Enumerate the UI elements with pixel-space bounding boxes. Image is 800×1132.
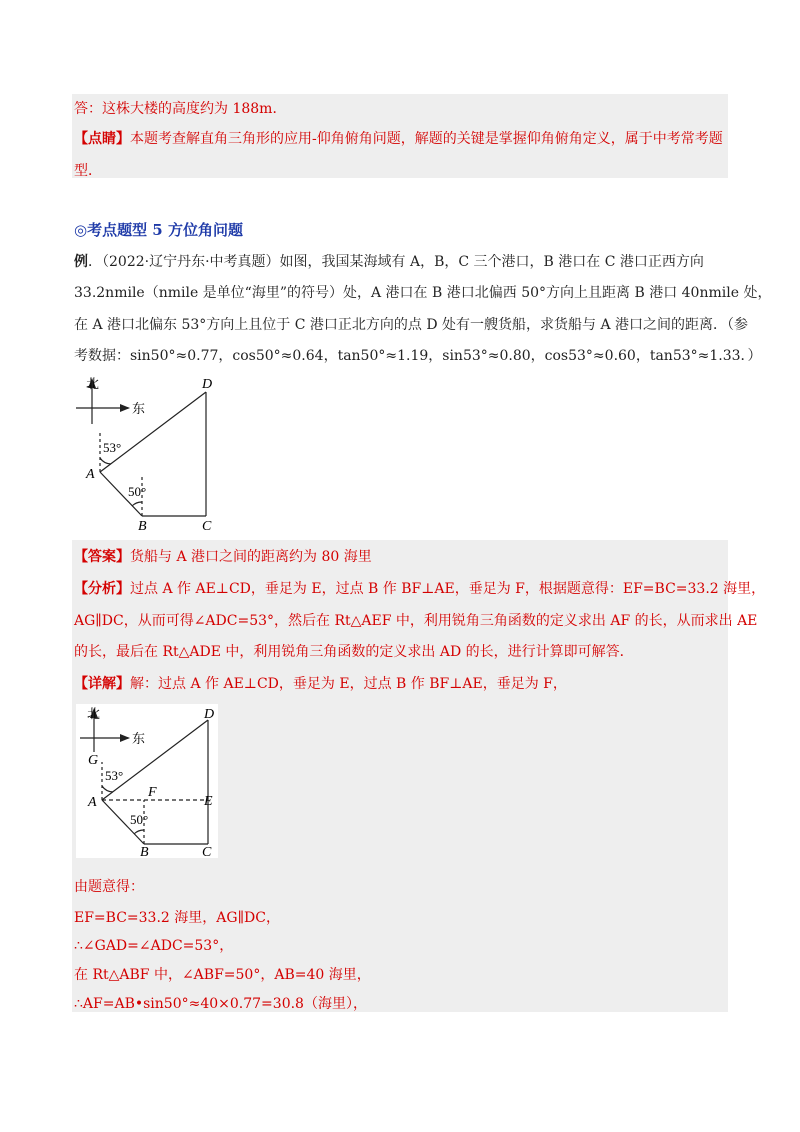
- example-line-3: 在 A 港口北偏东 53°方向上且位于 C 港口正北方向的点 D 处有一艘货船，求货船与 A 港口之间的距离．（参: [74, 317, 749, 333]
- detail-line: [0, 673, 800, 693]
- example-label: 例: [74, 254, 88, 270]
- analysis-text-1: 过点 A 作 AE⊥CD，垂足为 E，过点 B 作 BF⊥AE，垂足为 F，根据题意得：EF=BC=33.2 海里，: [130, 581, 766, 597]
- analysis-label: 【分析】: [74, 581, 130, 597]
- step-5: ∴AF=AB•sin50°≈40×0.77=30.8（海里），: [74, 996, 367, 1012]
- figure-2: [76, 704, 218, 858]
- north-label: 北: [87, 706, 101, 721]
- point-C: C: [202, 845, 212, 858]
- east-label: 东: [132, 401, 146, 416]
- comment-line-2: 型．: [74, 163, 102, 179]
- east-label: 东: [132, 731, 146, 746]
- figure-1: [70, 372, 230, 534]
- detail-text: 解：过点 A 作 AE⊥CD，垂足为 E，过点 B 作 BF⊥AE，垂足为 F，: [130, 676, 567, 692]
- point-A: A: [86, 467, 95, 482]
- point-A: A: [88, 795, 97, 810]
- point-E: E: [204, 794, 213, 809]
- angle-53-label: 53°: [105, 768, 124, 783]
- angle-arc-50: [132, 502, 142, 506]
- point-F: F: [148, 785, 157, 800]
- angle-arc-53: [102, 786, 113, 792]
- example-line-2: 33.2nmile（nmile 是单位“海里”的符号）处，A 港口在 B 港口北偏西 50°方向上且距离 B 港口 40nmile 处，: [74, 285, 772, 301]
- point-C: C: [202, 519, 212, 534]
- step-3: ∴∠GAD=∠ADC=53°，: [74, 938, 234, 954]
- answer-line: [0, 546, 800, 566]
- example-line-4: 考数据：sin50°≈0.77，cos50°≈0.64，tan50°≈1.19，sin53°≈0.80，cos53°≈0.60，tan53°≈1.33．）: [74, 348, 762, 364]
- example-line-1: [0, 251, 800, 271]
- answer-text: 货船与 A 港口之间的距离约为 80 海里: [130, 549, 372, 565]
- comment-text: 本题考查解直角三角形的应用-仰角俯角问题，解题的关键是掌握仰角俯角定义，属于中考常考题: [130, 131, 723, 147]
- analysis-line-2: AG∥DC，从而可得∠ADC=53°，然后在 Rt△AEF 中，利用锐角三角函数的定义求出 AF 的长，从而求出 AE: [74, 613, 758, 629]
- point-B: B: [140, 845, 149, 858]
- angle-50-label: 50°: [128, 484, 147, 499]
- step-1: 由题意得：: [74, 879, 144, 895]
- comment-label: 【点睛】: [74, 131, 130, 147]
- detail-label: 【详解】: [74, 676, 130, 692]
- point-D: D: [202, 377, 213, 392]
- previous-answer: 答：这株大楼的高度约为 188m．: [74, 101, 287, 117]
- point-D: D: [204, 707, 215, 722]
- step-2: EF=BC=33.2 海里，AG∥DC，: [74, 910, 280, 926]
- step-4: 在 Rt△ABF 中，∠ABF=50°，AB=40 海里，: [74, 967, 371, 983]
- angle-arc-53: [100, 458, 111, 464]
- north-label: 北: [86, 376, 100, 391]
- example-text-1: ．（2022·辽宁丹东·中考真题）如图，我国某海域有 A，B，C 三个港口，B 港口在 C 港口正西方向: [88, 254, 704, 270]
- answer-label: 【答案】: [74, 549, 130, 565]
- comment-line-1: [0, 128, 800, 148]
- analysis-line-3: 的长，最后在 Rt△ADE 中，利用锐角三角函数的定义求出 AD 的长，进行计算即可解答．: [74, 644, 634, 660]
- point-B: B: [138, 519, 147, 534]
- east-arrow-head: [120, 404, 130, 412]
- segment-AD: [100, 392, 206, 472]
- section-heading: ◎考点题型 5 方位角问题: [74, 221, 243, 239]
- point-G: G: [88, 753, 99, 768]
- angle-arc-50: [134, 830, 144, 834]
- angle-50-label: 50°: [130, 812, 149, 827]
- east-arrow-head: [120, 734, 130, 742]
- analysis-line-1: [0, 578, 800, 598]
- angle-53-label: 53°: [103, 440, 122, 455]
